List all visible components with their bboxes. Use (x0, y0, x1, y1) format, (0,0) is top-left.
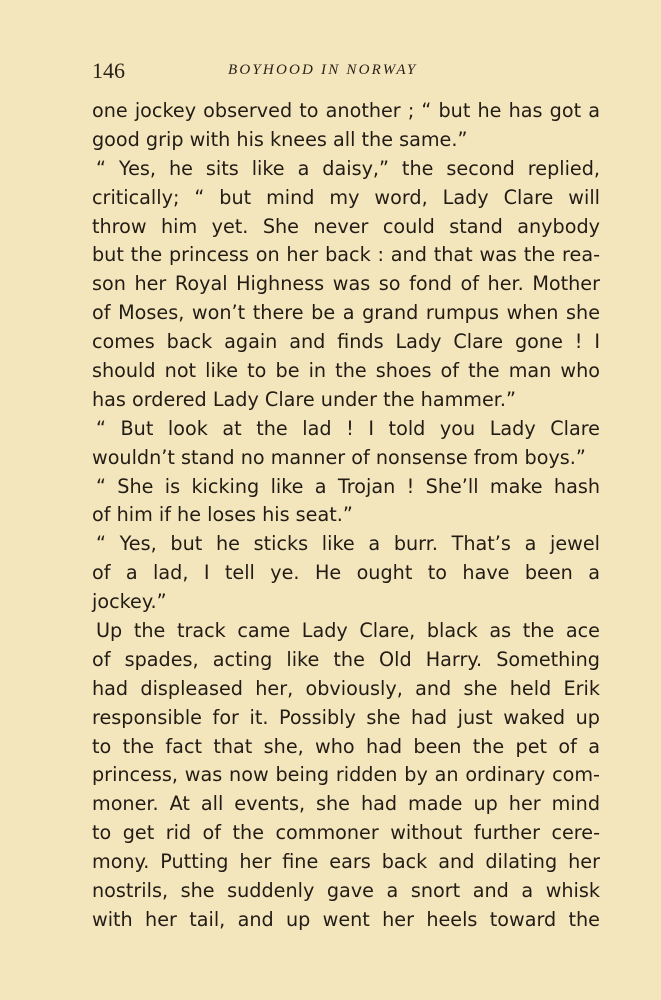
page-header (92, 58, 600, 88)
text-line: Up the track came Lady Clare, black as the ace (96, 619, 600, 643)
text-line: wouldn’t stand no manner of nonsense from boys.” (92, 445, 586, 469)
text-line: should not like to be in the shoes of the man who (92, 359, 600, 383)
text-line: “ But look at the lad ! I told you Lady Clare (96, 416, 600, 440)
page-number: 146 (92, 58, 125, 83)
text-line: with her tail, and up went her heels toward the (92, 907, 600, 931)
text-line: good grip with his knees all the same.” (92, 127, 468, 151)
text-line: jockey.” (92, 590, 167, 614)
text-line: moner. At all events, she had made up her mind (92, 792, 600, 816)
text-line: responsible for it. Possibly she had just waked up (92, 705, 600, 729)
text-line: “ Yes, but he sticks like a burr. That’s a jewel (96, 532, 600, 556)
text-line: comes back again and finds Lady Clare gone ! I (92, 330, 600, 354)
text-line: nostrils, she suddenly gave a snort and a whisk (92, 879, 600, 903)
text-line: of spades, acting like the Old Harry. Something (92, 647, 600, 671)
text-line: has ordered Lady Clare under the hammer.” (92, 387, 516, 411)
running-title: BOYHOOD IN NORWAY (228, 62, 418, 78)
text-line: “ She is kicking like a Trojan ! She’ll make hash (96, 474, 600, 498)
text-line: of him if he loses his seat.” (92, 503, 353, 527)
text-line: of a lad, I tell ye. He ought to have been a (92, 561, 600, 585)
text-line: of Moses, won’t there be a grand rumpus when she (92, 301, 600, 325)
text-line: to get rid of the commoner without further cere- (92, 821, 600, 845)
text-line: to the fact that she, who had been the pet of a (92, 734, 600, 758)
text-line: mony. Putting her fine ears back and dilating her (92, 850, 600, 874)
text-line: critically; “ but mind my word, Lady Clare will (92, 185, 600, 209)
text-line: throw him yet. She never could stand anybody (92, 214, 600, 238)
body-text (92, 97, 600, 935)
text-line: “ Yes, he sits like a daisy,” the second replied, (96, 156, 600, 180)
text-line: but the princess on her back : and that was the rea- (92, 243, 600, 267)
text-line: princess, was now being ridden by an ordinary com- (92, 763, 600, 787)
text-line: had displeased her, obviously, and she held Erik (92, 676, 600, 700)
text-line: one jockey observed to another ; “ but he has got a (92, 99, 600, 122)
text-line: son her Royal Highness was so fond of her. Mother (92, 272, 600, 296)
